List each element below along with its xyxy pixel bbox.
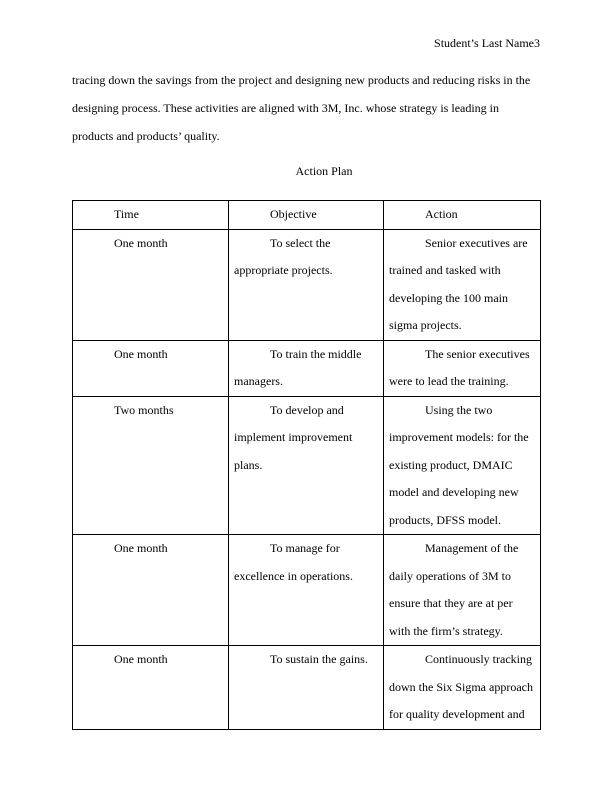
column-header-action: Action (384, 201, 541, 230)
section-title: Action Plan (295, 164, 353, 178)
table-row (73, 535, 541, 646)
time-cell: Two months (73, 396, 229, 535)
time-cell: One month (73, 340, 229, 396)
table-header-row (73, 201, 541, 230)
action-cell: Management of the daily operations of 3M to ensure that they are at per with the firm’s strategy. (384, 535, 541, 646)
objective-cell: To train the middle managers. (229, 340, 384, 396)
time-cell: One month (73, 535, 229, 646)
objective-cell: To develop and implement improvement plans. (229, 396, 384, 535)
action-cell: The senior executives were to lead the training. (384, 340, 541, 396)
column-header-objective: Objective (229, 201, 384, 230)
running-head: Student’s Last Name3 (434, 36, 540, 50)
action-cell: Continuously tracking down the Six Sigma approach for quality development and (384, 646, 541, 730)
table-row (73, 229, 541, 340)
action-cell: Using the two improvement models: for the existing product, DMAIC model and developing new products, DFSS model. (384, 396, 541, 535)
table-row (73, 396, 541, 535)
objective-cell: To select the appropriate projects. (229, 229, 384, 340)
action-plan-table (72, 200, 541, 730)
objective-cell: To sustain the gains. (229, 646, 384, 730)
action-cell: Senior executives are trained and tasked with developing the 100 main sigma projects. (384, 229, 541, 340)
column-header-time: Time (73, 201, 229, 230)
table-row (73, 340, 541, 396)
table-row (73, 646, 541, 730)
time-cell: One month (73, 229, 229, 340)
time-cell: One month (73, 646, 229, 730)
body-paragraph: tracing down the savings from the project and designing new products and reducing risks in the designing process. These activities are aligned with 3M, Inc. whose strategy is leading in products and products’ quality. (72, 73, 531, 143)
objective-cell: To manage for excellence in operations. (229, 535, 384, 646)
